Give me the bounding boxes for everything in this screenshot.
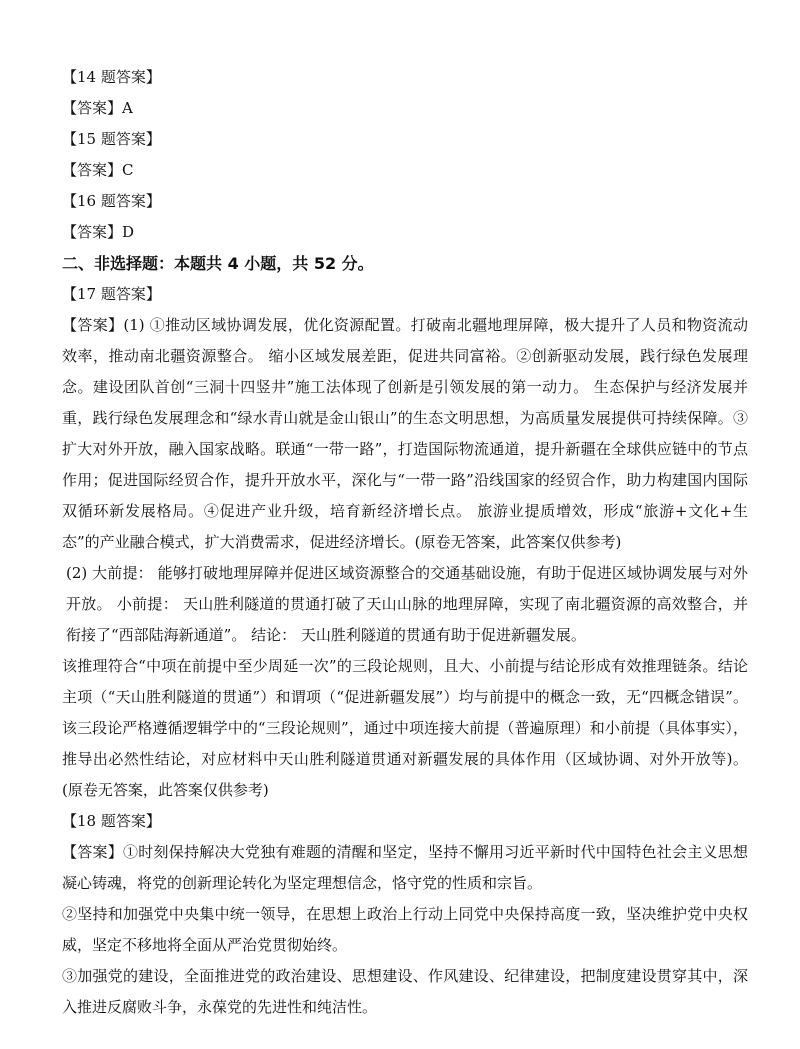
q14-answer: 【答案】A (62, 99, 133, 117)
q16-answer: 【答案】D (62, 223, 135, 241)
q15-answer: 【答案】C (62, 161, 134, 179)
q18-heading: 【18 题答案】 (62, 812, 161, 830)
q17-answer-part2-analysis: 该推理符合“中项在前提中至少周延一次”的三段论规则，且大、小前提与结论形成有效推理链条。结论主项（“天山胜利隧道的贯通”）和谓项（“促进新疆发展”）均与前提中的概念一致，无“四概念错误”。该三段论严格遵循逻辑学中的“三段论规则”，通过中项连接大前提（普遍原理）和小前提（具体事实），推导出必然性结论，对应材料中天山胜利隧道贯通对新疆发展的具体作用（区域协调、对外开放等)。(原卷无答案，此答案仅供参考) (62, 657, 748, 799)
q18-answer-point2: ②坚持和加强党中央集中统一领导，在思想上政治上行动上同党中央保持高度一致，坚决维护党中央权威，坚定不移地将全面从严治党贯彻始终。 (62, 905, 748, 954)
q17-answer-part2-syllogism: (2) 大前提： 能够打破地理屏障并促进区域资源整合的交通基础设施，有助于促进区域协调发展与对外开放。 小前提： 天山胜利隧道的贯通打破了天山山脉的地理屏障，实现了南北疆资源的高效整合，并衔接了“西部陆海新通道”。 结论： 天山胜利隧道的贯通有助于促进新疆发展。 (66, 564, 748, 644)
q17-heading: 【17 题答案】 (62, 285, 161, 303)
q17-answer-part1: 【答案】(1) ①推动区域协调发展，优化资源配置。打破南北疆地理屏障，极大提升了人员和物资流动效率，推动南北疆资源整合。 缩小区域发展差距，促进共同富裕。②创新驱动发展，践行绿色发展理念。建设团队首创“三洞十四竖井”施工法体现了创新是引领发展的第一动力。 生态保护与经济发展并重，践行绿色发展理念和“绿水青山就是金山银山”的生态文明思想，为高质量发展提供可持续保障。③扩大对外开放，融入国家战略。联通“一带一路”，打造国际物流通道，提升新疆在全球供应链中的节点作用；促进国际经贸合作，提升开放水平，深化与“一带一路”沿线国家的经贸合作，助力构建国内国际双循环新发展格局。④促进产业升级，培育新经济增长点。 旅游业提质增效，形成“旅游+文化+生态”的产业融合模式，扩大消费需求，促进经济增长。(原卷无答案，此答案仅供参考) (62, 316, 748, 551)
q18-answer-point3: ③加强党的建设，全面推进党的政治建设、思想建设、作风建设、纪律建设，把制度建设贯穿其中，深入推进反腐败斗争，永葆党的先进性和纯洁性。 (62, 967, 748, 1016)
q14-heading: 【14 题答案】 (62, 68, 161, 86)
q18-answer-point1: 【答案】①时刻保持解决大党独有难题的清醒和坚定，坚持不懈用习近平新时代中国特色社会主义思想凝心铸魂，将党的创新理论转化为坚定理想信念，恪守党的性质和宗旨。 (62, 843, 748, 892)
q16-heading: 【16 题答案】 (62, 192, 161, 210)
section-title-nonchoice: 二、非选择题：本题共 4 小题，共 52 分。 (62, 254, 374, 273)
q15-heading: 【15 题答案】 (62, 130, 161, 148)
